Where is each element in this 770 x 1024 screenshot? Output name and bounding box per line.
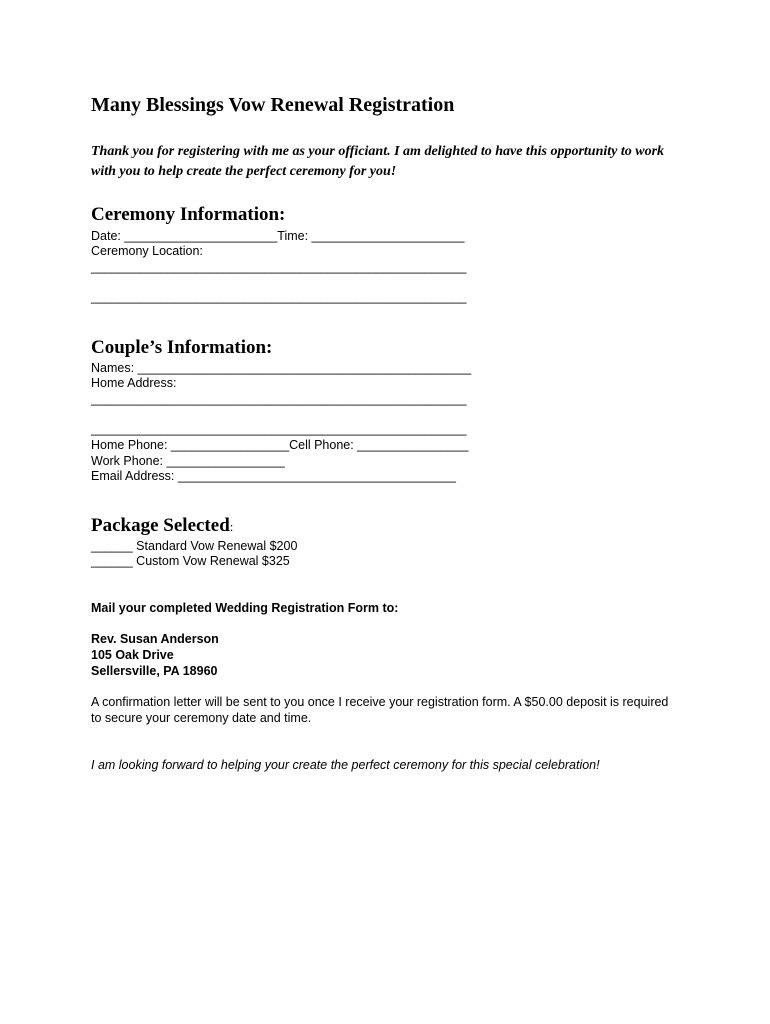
package-option-custom[interactable]: ______ Custom Vow Renewal $325: [91, 554, 290, 568]
names-field[interactable]: Names: ________________________________________________: [91, 361, 472, 375]
ceremony-location-field-2[interactable]: ______________________________________________________: [91, 290, 467, 304]
package-option-standard[interactable]: ______ Standard Vow Renewal $200: [91, 539, 298, 553]
closing-text: I am looking forward to helping your create the perfect ceremony for this special celebration!: [91, 758, 600, 772]
home-address-label: Home Address:: [91, 376, 177, 390]
intro-text: Thank you for registering with me as your officiant. I am delighted to have this opportunity to work with you to help create the perfect ceremony for you!: [91, 144, 665, 179]
home-address-field-2[interactable]: ______________________________________________________: [91, 422, 467, 436]
date-time-field[interactable]: Date: ______________________Time: ______________________: [91, 229, 465, 243]
confirmation-text: A confirmation letter will be sent to you once I receive your registration form. A $50.00 deposit is required to secure your ceremony date and time.: [91, 695, 669, 725]
ceremony-location-label: Ceremony Location:: [91, 244, 203, 258]
home-address-field-1[interactable]: ______________________________________________________: [91, 392, 467, 406]
officiant-city: Sellersville, PA 18960: [91, 664, 218, 678]
ceremony-location-field-1[interactable]: ______________________________________________________: [91, 260, 467, 274]
officiant-name: Rev. Susan Anderson: [91, 632, 219, 646]
package-heading: [91, 515, 233, 537]
phone-field[interactable]: Home Phone: _________________Cell Phone: ________________: [91, 438, 469, 452]
email-field[interactable]: Email Address: ________________________________________: [91, 469, 456, 483]
officiant-street: 105 Oak Drive: [91, 648, 174, 662]
mail-instruction: Mail your completed Wedding Registration Form to:: [91, 601, 399, 615]
package-heading-colon: :: [229, 519, 234, 534]
couple-heading: Couple’s Information:: [91, 337, 273, 358]
package-heading-text: Package Selected: [91, 515, 230, 536]
ceremony-heading: Ceremony Information:: [91, 204, 286, 225]
document-title: Many Blessings Vow Renewal Registration: [91, 94, 455, 116]
work-phone-field[interactable]: Work Phone: _________________: [91, 454, 285, 468]
